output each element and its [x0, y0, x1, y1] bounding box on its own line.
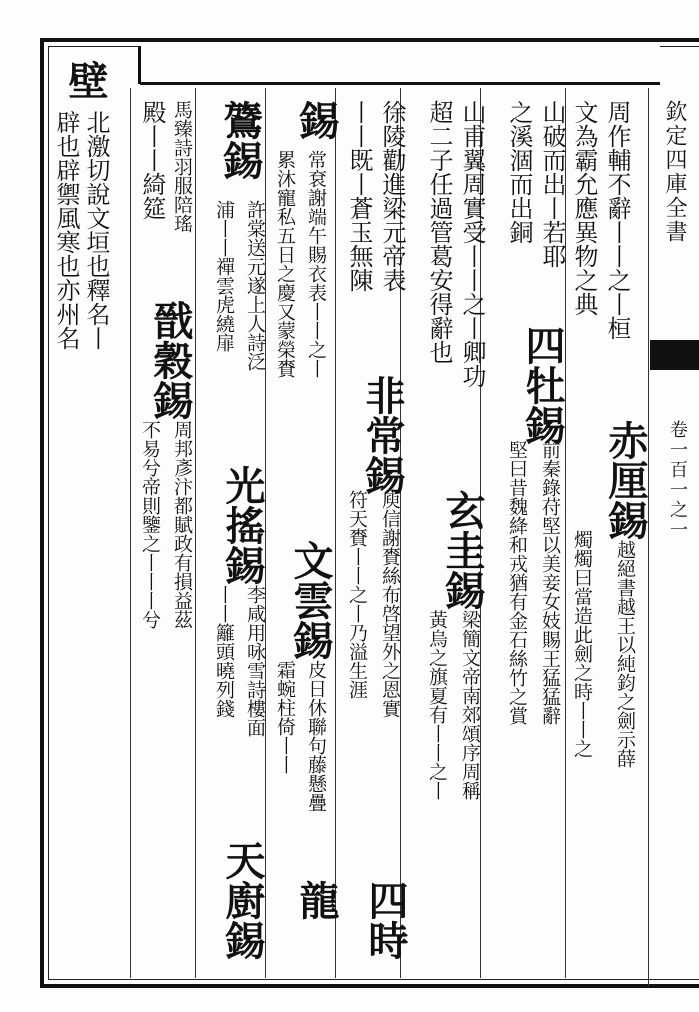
entry-text: 燭燭曰當造此劍之時丨丨之 — [571, 530, 593, 758]
entry-heading: 非常錫 — [359, 375, 406, 495]
text-column — [602, 420, 649, 768]
entry-heading: 光搖錫 — [219, 465, 266, 585]
entry-text: 前秦錄苻堅以美妾女妓賜王猛猛辭 — [539, 440, 561, 725]
text-column — [275, 660, 294, 774]
entry-text: 丨丨籬頭曉列錢 — [213, 585, 235, 718]
text-column — [460, 100, 484, 388]
entry-text: 北激切說文垣也釋名丨 — [82, 110, 110, 350]
text-column — [380, 490, 399, 718]
text-column — [540, 440, 559, 725]
text-column — [219, 465, 266, 585]
text-column — [572, 100, 596, 316]
entry-text: 山甫翼周實受丨丨之丨卿功 — [458, 100, 486, 388]
text-column — [540, 100, 564, 268]
fishtail-mark — [650, 340, 699, 370]
entry-text: 山破而出丨若耶 — [538, 100, 566, 268]
entry-heading: 文雲錫 — [287, 540, 334, 660]
entry-heading: 天廚錫 — [219, 840, 266, 960]
text-column — [140, 100, 164, 220]
entry-text: 符天賚丨丨之丨乃溢生涯 — [346, 490, 368, 699]
text-column — [245, 200, 264, 371]
text-column — [347, 100, 371, 292]
text-column — [245, 585, 264, 737]
entry-heading: 壁 — [62, 60, 109, 100]
book-title: 欽定四庫全書 — [662, 100, 687, 244]
entry-text: 浦丨丨禪雲虎繞扉 — [213, 200, 235, 352]
entry-heading: 四牡錫 — [519, 325, 566, 445]
text-column — [293, 100, 340, 140]
entry-text: 文為霸允應異物之典 — [570, 100, 598, 316]
text-column — [306, 150, 325, 378]
text-column — [287, 540, 334, 660]
header-notch — [140, 46, 660, 85]
entry-text: 周作輔不辭丨丨之丨桓 — [603, 100, 631, 340]
text-column — [427, 610, 446, 800]
entry-text: 越絕書越王以純鈞之劍示薛 — [614, 540, 636, 768]
text-column — [439, 490, 486, 610]
entry-text: 之溪涸而出銅 — [505, 100, 533, 244]
text-column — [605, 100, 629, 340]
entry-text: 黃烏之旗夏有丨丨之丨 — [426, 610, 448, 800]
entry-text: 丨丨既丨蒼玉無陳 — [345, 100, 373, 292]
text-column — [147, 300, 194, 420]
entry-text: 超二子任過管葛安得辭也 — [425, 100, 453, 364]
text-column — [306, 660, 325, 812]
text-column — [214, 585, 233, 718]
entry-text: 許棠送元遂上人詩泛 — [244, 200, 266, 371]
text-column — [507, 440, 526, 725]
text-column — [54, 110, 78, 350]
text-column — [140, 420, 159, 629]
text-column — [172, 100, 191, 233]
text-column — [359, 375, 406, 495]
entry-heading: 四時 — [362, 880, 409, 960]
entry-heading: 玄圭錫 — [439, 490, 486, 610]
column-rule — [130, 88, 131, 978]
text-column — [293, 880, 340, 920]
text-column — [219, 840, 266, 960]
text-column — [572, 530, 591, 758]
text-column — [380, 100, 404, 292]
text-column — [507, 100, 531, 244]
text-column — [362, 880, 409, 960]
entry-text: 霜蜿柱倚丨丨 — [274, 660, 296, 774]
volume-label: 卷一百一之一 — [667, 420, 688, 540]
text-column — [214, 200, 233, 352]
entry-text: 不易兮帝則鑒之丨丨丨兮 — [139, 420, 161, 629]
text-column — [427, 100, 451, 364]
entry-heading: 錫 — [293, 100, 340, 140]
entry-heading: 赤厘錫 — [602, 420, 649, 540]
entry-heading: 戩穀錫 — [147, 300, 194, 420]
text-column — [217, 100, 264, 180]
entry-text: 殿丨丨綺筵 — [138, 100, 166, 220]
entry-text: 辟也辟禦風寒也亦州名 — [52, 110, 80, 350]
entry-text: 累沐寵私五日之慶又蒙榮賚 — [274, 150, 296, 378]
entry-text: 梁簡文帝南郊頌序周稱 — [459, 610, 481, 800]
text-column — [519, 325, 566, 445]
entry-text: 周邦彥汴都賦政有損益茲 — [171, 420, 193, 629]
column-rule — [195, 88, 196, 978]
header-notch-edge — [138, 46, 141, 84]
entry-text: 皮日休聯句藤懸疊 — [305, 660, 327, 812]
text-column — [172, 420, 191, 629]
entry-text: 庾信謝賚絲布啓望外之恩實 — [379, 490, 401, 718]
entry-text: 馬臻詩羽服陪瑤 — [171, 100, 193, 233]
entry-heading: 鷟錫 — [217, 100, 264, 180]
entry-text: 李咸用咏雪詩樓面 — [244, 585, 266, 737]
text-column — [347, 490, 366, 699]
entry-heading: 龍 — [293, 880, 340, 920]
entry-text: 徐陵勸進梁元帝表 — [378, 100, 406, 292]
text-column — [275, 150, 294, 378]
column-rule — [335, 88, 336, 978]
entry-text: 常袞謝端午賜衣表丨丨之丨 — [305, 150, 327, 378]
text-column — [62, 60, 109, 100]
entry-text: 堅曰昔魏絳和戎猶有金石絲竹之賞 — [506, 440, 528, 725]
text-column — [460, 610, 479, 800]
text-column — [84, 110, 108, 350]
